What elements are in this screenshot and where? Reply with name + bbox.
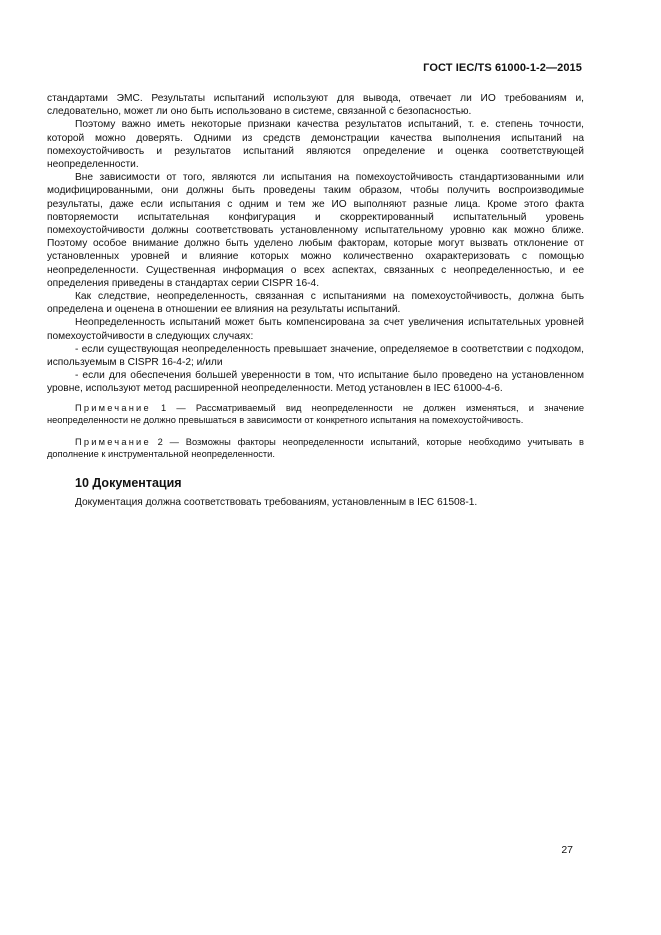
- body-paragraph: Поэтому важно иметь некоторые признаки качества результатов испытаний, т. е. степень точности, которой можно доверять. Одними из средств демонстрации качества выполнения испытаний на помехоустойчивость и результатов испытаний являются определение и оценка соответствующей неопределенности.: [47, 119, 584, 171]
- document-header: ГОСТ IEC/TS 61000-1-2—2015: [423, 62, 582, 74]
- list-item: - если существующая неопределенность превышает значение, определяемое в соответствии с подходом, используемым в CISPR 16-4-2; и/или: [47, 343, 584, 369]
- body-paragraph: стандартами ЭМС. Результаты испытаний используют для вывода, отвечает ли ИО требованиям и, следовательно, может ли оно быть использовано в системе, связанной с безопасностью.: [47, 93, 584, 118]
- page-content: [47, 92, 584, 509]
- note-1: [47, 402, 584, 427]
- note-label: Примечание: [75, 436, 151, 447]
- note-text: 2 — Возможны факторы неопределенности испытаний, которые необходимо учитывать в дополнение к инструментальной неопределенности.: [47, 436, 584, 460]
- body-paragraph: Неопределенность испытаний может быть компенсирована за счет увеличения испытательных уровней помехоустойчивости в следующих случаях:: [47, 317, 584, 342]
- page-number: 27: [561, 844, 573, 856]
- list-item: - если для обеспечения большей уверенности в том, что испытание было проведено на установленном уровне, используют метод расширенной неопределенности. Метод установлен в IEC 61000-4-6.: [47, 370, 584, 395]
- note-text: 1 — Рассматриваемый вид неопределенности не должен изменяться, и значение неопределенности не должно превышаться в зависимости от конкретного испытания на помехоустойчивость.: [47, 402, 584, 426]
- section-text: Документация должна соответствовать требованиям, установленным в IEC 61508-1.: [75, 496, 478, 508]
- note-2: [47, 436, 584, 461]
- body-paragraph: Вне зависимости от того, являются ли испытания на помехоустойчивость стандартизованными или модифицированными, они должны быть проведены таким образом, чтобы получить воспроизводимые результаты, даже если испытания с одним и тем же ИО выполняют разные лица. Кроме этого факта повторяемости испытательная конфигурация и скорректированный испытательный уровень помехоустойчивости должны соответствовать установленному испытательному уровню как можно ближе. Поэтому особое внимание должно быть уделено любым факторам, которые могут вызвать отклонение от установленных уровней и влияние которых можно количественно охарактеризовать с помощью неопределенности. Существенная информация о всех аспектах, связанных с неопределенностью, и ее определения приведены в стандартах серии CISPR 16-4.: [47, 172, 584, 289]
- section-title: 10 Документация: [75, 475, 182, 490]
- body-paragraph: Как следствие, неопределенность, связанная с испытаниями на помехоустойчивость, должна быть определена и оценена в отношении ее влияния на результаты испытаний.: [47, 291, 584, 316]
- note-label: Примечание: [75, 402, 151, 413]
